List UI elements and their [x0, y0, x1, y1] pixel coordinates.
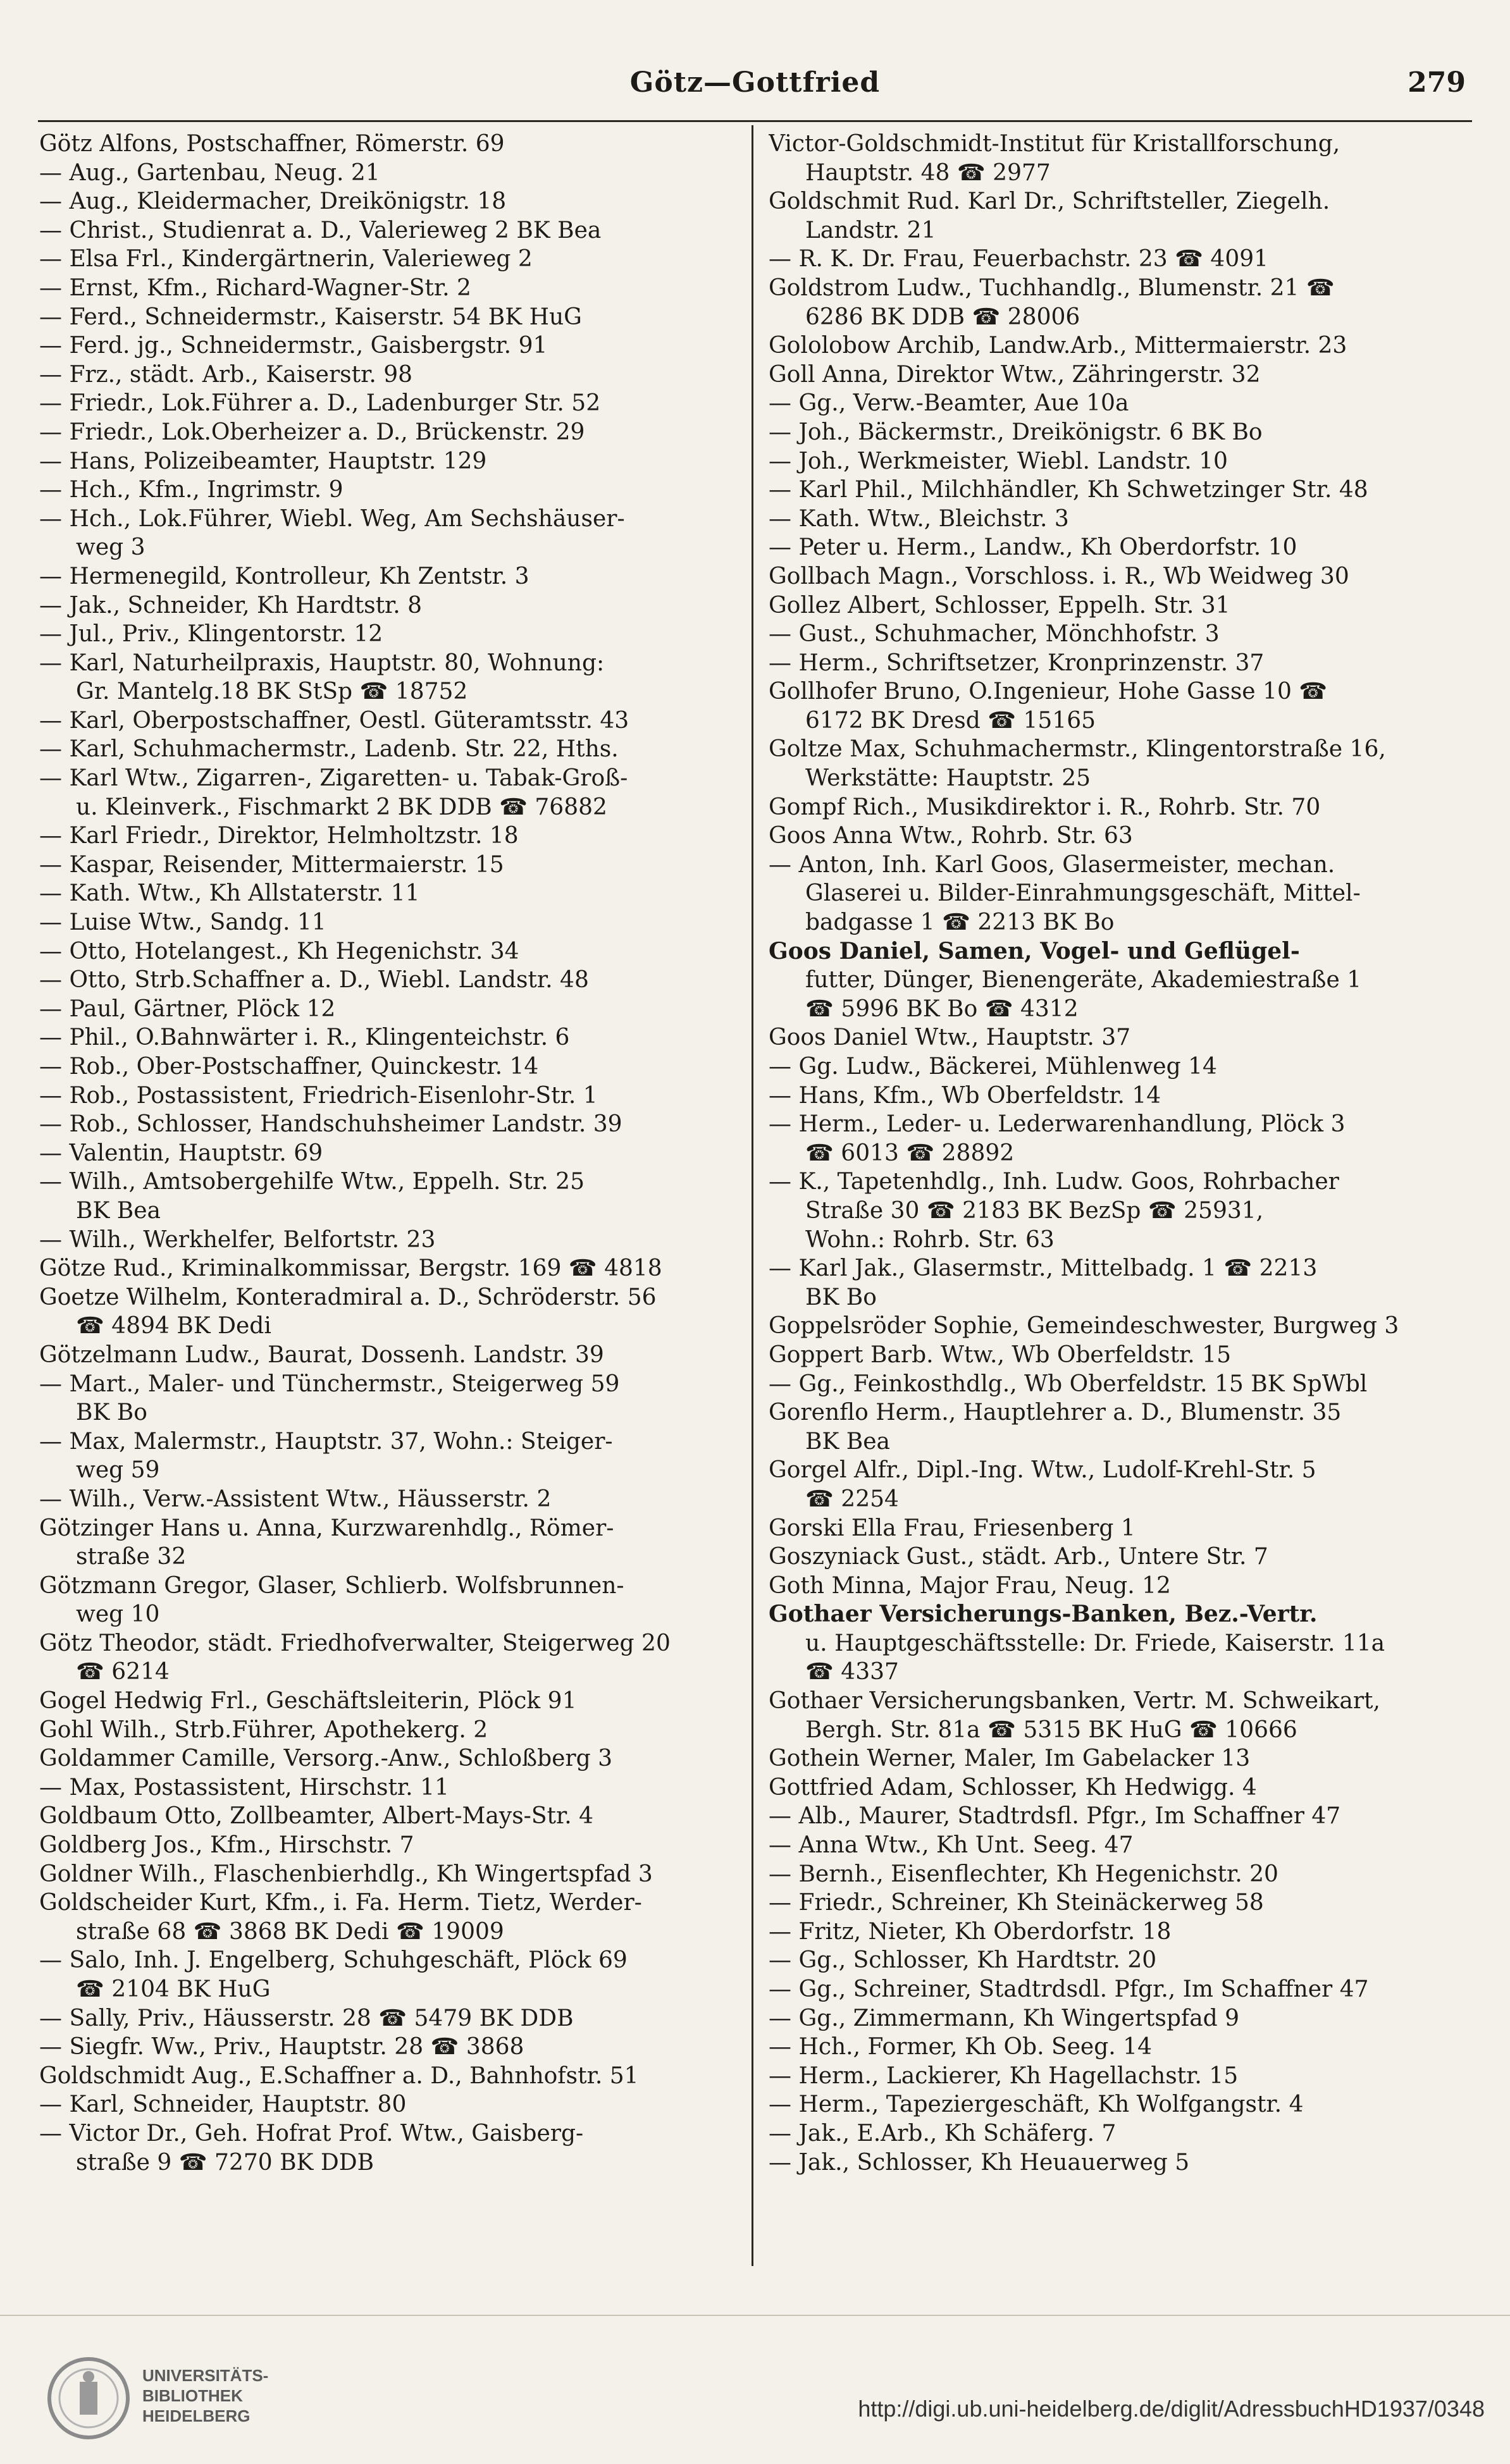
right-entry: — Gg., Verw.-Beamter, Aue 10a	[769, 390, 1129, 417]
left-entry: — Siegfr. Ww., Priv., Hauptstr. 28 ☎ 3868	[39, 2034, 524, 2061]
left-entry: — Valentin, Hauptstr. 69	[39, 1140, 323, 1166]
right-entry: BK Bo	[805, 1284, 877, 1310]
left-entry: — Salo, Inh. J. Engelberg, Schuhgeschäft, Plöck 69	[39, 1947, 628, 1974]
left-entry: BK Bo	[76, 1400, 147, 1426]
left-entry: — Ferd. jg., Schneidermstr., Gaisbergstr. 91	[39, 333, 548, 359]
left-entry: Goetze Wilhelm, Konteradmiral a. D., Schröderstr. 56	[39, 1284, 657, 1310]
right-entry: — Hans, Kfm., Wb Oberfeldstr. 14	[769, 1082, 1161, 1109]
left-entry: — Max, Postassistent, Hirschstr. 11	[39, 1774, 449, 1801]
left-entry: — Ernst, Kfm., Richard-Wagner-Str. 2	[39, 274, 471, 301]
right-column	[769, 130, 1471, 2177]
right-entry: Gothaer Versicherungsbanken, Vertr. M. Schweikart,	[769, 1688, 1380, 1715]
running-head: Götz—Gottfried	[629, 66, 881, 99]
right-entry: Goppert Barb. Wtw., Wb Oberfeldstr. 15	[769, 1341, 1231, 1368]
right-entry: Gorgel Alfr., Dipl.-Ing. Wtw., Ludolf-Krehl-Str. 5	[769, 1457, 1316, 1484]
right-entry: Goos Anna Wtw., Rohrb. Str. 63	[769, 823, 1133, 849]
header-rule	[38, 120, 1472, 122]
right-entry: BK Bea	[805, 1428, 891, 1455]
left-entry: — Friedr., Lok.Oberheizer a. D., Brückenstr. 29	[39, 419, 585, 445]
right-entry: — Anna Wtw., Kh Unt. Seeg. 47	[769, 1832, 1134, 1859]
right-entry: — Joh., Werkmeister, Wiebl. Landstr. 10	[769, 448, 1228, 474]
left-entry: weg 59	[76, 1457, 160, 1484]
left-entry: — Karl, Oberpostschaffner, Oestl. Güteramtsstr. 43	[39, 707, 629, 734]
left-entry: — Kath. Wtw., Kh Allstaterstr. 11	[39, 880, 420, 907]
right-entry: — K., Tapetenhdlg., Inh. Ludw. Goos, Rohrbacher	[769, 1169, 1339, 1195]
right-entry: — Gg., Schreiner, Stadtrdsdl. Pfgr., Im Schaffner 47	[769, 1976, 1369, 2002]
right-entry: — R. K. Dr. Frau, Feuerbachstr. 23 ☎ 4091	[769, 246, 1269, 273]
right-entry: Gorski Ella Frau, Friesenberg 1	[769, 1515, 1136, 1541]
right-entry: — Joh., Bäckermstr., Dreikönigstr. 6 BK Bo	[769, 419, 1263, 445]
left-entry: ☎ 2104 BK HuG	[76, 1976, 271, 2002]
left-entry: — Karl, Schneider, Hauptstr. 80	[39, 2091, 407, 2118]
left-entry: — Wilh., Verw.-Assistent Wtw., Häusserstr. 2	[39, 1486, 552, 1512]
right-entry: Werkstätte: Hauptstr. 25	[805, 765, 1091, 792]
left-entry: — Rob., Ober-Postschaffner, Quinckestr. 14	[39, 1054, 539, 1080]
right-entry: Gottfried Adam, Schlosser, Kh Hedwigg. 4	[769, 1774, 1257, 1801]
library-name	[142, 2365, 268, 2426]
left-entry: — Rob., Postassistent, Friedrich-Eisenlohr-Str. 1	[39, 1082, 598, 1109]
right-entry: Glaserei u. Bilder-Einrahmungsgeschäft, Mittel-	[805, 880, 1361, 907]
left-entry: — Aug., Gartenbau, Neug. 21	[39, 159, 380, 186]
library-line-1: UNIVERSITÄTS-	[142, 2366, 269, 2385]
left-entry: Goldberg Jos., Kfm., Hirschstr. 7	[39, 1832, 414, 1859]
right-entry: Gollez Albert, Schlosser, Eppelh. Str. 31	[769, 592, 1230, 619]
right-entry: — Alb., Maurer, Stadtrdsfl. Pfgr., Im Schaffner 47	[769, 1803, 1341, 1830]
right-entry: ☎ 6013 ☎ 28892	[805, 1140, 1015, 1166]
right-entry: 6172 BK Dresd ☎ 15165	[805, 707, 1096, 734]
left-entry: Götze Rud., Kriminalkommissar, Bergstr. 169 ☎ 4818	[39, 1255, 662, 1282]
left-entry: Gogel Hedwig Frl., Geschäftsleiterin, Plöck 91	[39, 1688, 577, 1715]
left-entry: — Hch., Lok.Führer, Wiebl. Weg, Am Sechshäuser-	[39, 505, 625, 532]
right-entry: — Fritz, Nieter, Kh Oberdorfstr. 18	[769, 1918, 1172, 1945]
left-entry: — Karl, Schuhmachermstr., Ladenb. Str. 22, Hths.	[39, 736, 619, 763]
right-entry: badgasse 1 ☎ 2213 BK Bo	[805, 909, 1115, 936]
right-entry: Gololobow Archib, Landw.Arb., Mittermaierstr. 23	[769, 333, 1347, 359]
library-line-3: HEIDELBERG	[142, 2406, 251, 2425]
right-entry: — Gust., Schuhmacher, Mönchhofstr. 3	[769, 621, 1220, 648]
left-entry: Goldammer Camille, Versorg.-Anw., Schloßberg 3	[39, 1746, 613, 1772]
left-entry: Gr. Mantelg.18 BK StSp ☎ 18752	[76, 679, 468, 705]
right-entry: Straße 30 ☎ 2183 BK BezSp ☎ 25931,	[805, 1197, 1264, 1224]
right-entry: Goos Daniel, Samen, Vogel- und Geflügel-	[769, 937, 1300, 964]
university-seal-icon	[44, 2354, 133, 2442]
left-entry: — Frz., städt. Arb., Kaiserstr. 98	[39, 361, 413, 388]
right-entry: Landstr. 21	[805, 217, 936, 243]
right-entry: Gorenflo Herm., Hauptlehrer a. D., Blumenstr. 35	[769, 1400, 1342, 1426]
right-entry: ☎ 2254	[805, 1486, 899, 1512]
left-entry: — Karl, Naturheilpraxis, Hauptstr. 80, Wohnung:	[39, 650, 605, 676]
source-url[interactable]: http://digi.ub.uni-heidelberg.de/diglit/AdressbuchHD1937/0348	[858, 2396, 1485, 2422]
right-entry: Goltze Max, Schuhmachermstr., Klingentorstraße 16,	[769, 736, 1386, 763]
left-entry: Götzmann Gregor, Glaser, Schlierb. Wolfsbrunnen-	[39, 1572, 624, 1599]
right-entry: Goth Minna, Major Frau, Neug. 12	[769, 1572, 1171, 1599]
left-entry: — Paul, Gärtner, Plöck 12	[39, 995, 336, 1022]
left-entry: — Mart., Maler- und Tünchermstr., Steigerweg 59	[39, 1371, 620, 1397]
right-entry: — Friedr., Schreiner, Kh Steinäckerweg 58	[769, 1890, 1264, 1916]
left-entry: — Karl Friedr., Direktor, Helmholtzstr. 18	[39, 823, 519, 849]
left-entry: — Sally, Priv., Häusserstr. 28 ☎ 5479 BK DDB	[39, 2005, 574, 2031]
right-entry: u. Hauptgeschäftsstelle: Dr. Friede, Kaiserstr. 11a	[805, 1630, 1385, 1656]
footer-rule	[0, 2315, 1510, 2316]
right-entry: — Gg., Zimmermann, Kh Wingertspfad 9	[769, 2005, 1240, 2031]
right-entry: — Bernh., Eisenflechter, Kh Hegenichstr. 20	[769, 1861, 1278, 1887]
right-entry: Bergh. Str. 81a ☎ 5315 BK HuG ☎ 10666	[805, 1716, 1297, 1743]
right-entry: — Herm., Schriftsetzer, Kronprinzenstr. 37	[769, 650, 1265, 676]
left-entry: u. Kleinverk., Fischmarkt 2 BK DDB ☎ 76882	[76, 794, 607, 820]
page-header	[44, 66, 1466, 111]
left-entry: — Aug., Kleidermacher, Dreikönigstr. 18	[39, 188, 507, 215]
right-entry: Goos Daniel Wtw., Hauptstr. 37	[769, 1025, 1131, 1051]
left-entry: — Friedr., Lok.Führer a. D., Ladenburger Str. 52	[39, 390, 601, 417]
right-entry: — Kath. Wtw., Bleichstr. 3	[769, 505, 1069, 532]
right-entry: Gompf Rich., Musikdirektor i. R., Rohrb. Str. 70	[769, 794, 1321, 820]
left-entry: Goldner Wilh., Flaschenbierhdlg., Kh Wingertspfad 3	[39, 1861, 653, 1887]
left-entry: — Hch., Kfm., Ingrimstr. 9	[39, 477, 343, 503]
right-entry: Goppelsröder Sophie, Gemeindeschwester, Burgweg 3	[769, 1313, 1399, 1340]
left-entry: — Wilh., Werkhelfer, Belfortstr. 23	[39, 1226, 436, 1253]
right-entry: Gollbach Magn., Vorschloss. i. R., Wb Weidweg 30	[769, 563, 1349, 589]
right-entry: 6286 BK DDB ☎ 28006	[805, 304, 1080, 330]
right-entry: Gothein Werner, Maler, Im Gabelacker 13	[769, 1746, 1251, 1772]
left-entry: — Jak., Schneider, Kh Hardtstr. 8	[39, 592, 423, 619]
left-entry: — Karl Wtw., Zigarren-, Zigaretten- u. Tabak-Groß-	[39, 765, 628, 792]
left-entry: ☎ 6214	[76, 1659, 170, 1685]
column-divider	[752, 125, 753, 2266]
left-entry: Götz Theodor, städt. Friedhofverwalter, Steigerweg 20	[39, 1630, 671, 1656]
right-entry: Goszyniack Gust., städt. Arb., Untere Str. 7	[769, 1544, 1268, 1570]
left-entry: — Elsa Frl., Kindergärtnerin, Valerieweg 2	[39, 246, 533, 273]
right-entry: — Peter u. Herm., Landw., Kh Oberdorfstr. 10	[769, 534, 1297, 561]
right-entry: ☎ 5996 BK Bo ☎ 4312	[805, 995, 1079, 1022]
right-entry: — Karl Phil., Milchhändler, Kh Schwetzinger Str. 48	[769, 477, 1368, 503]
left-entry: weg 10	[76, 1601, 160, 1628]
left-entry: Götzinger Hans u. Anna, Kurzwarenhdlg., Römer-	[39, 1515, 614, 1541]
left-entry: — Christ., Studienrat a. D., Valerieweg 2 BK Bea	[39, 217, 602, 243]
right-entry: — Herm., Leder- u. Lederwarenhandlung, Plöck 3	[769, 1111, 1346, 1138]
right-entry: Gollhofer Bruno, O.Ingenieur, Hohe Gasse 10 ☎	[769, 679, 1328, 705]
right-entry: ☎ 4337	[805, 1659, 899, 1685]
left-entry: ☎ 4894 BK Dedi	[76, 1313, 271, 1340]
left-entry: Goldschmidt Aug., E.Schaffner a. D., Bahnhofstr. 51	[39, 2062, 639, 2089]
right-entry: Wohn.: Rohrb. Str. 63	[805, 1226, 1055, 1253]
left-entry: — Luise Wtw., Sandg. 11	[39, 909, 326, 936]
left-entry: Goldscheider Kurt, Kfm., i. Fa. Herm. Tietz, Werder-	[39, 1890, 642, 1916]
right-entry: Goldschmit Rud. Karl Dr., Schriftsteller, Ziegelh.	[769, 188, 1330, 215]
right-entry: — Anton, Inh. Karl Goos, Glasermeister, mechan.	[769, 851, 1335, 878]
right-entry: — Herm., Tapeziergeschäft, Kh Wolfgangstr. 4	[769, 2091, 1304, 2118]
right-entry: — Gg., Schlosser, Kh Hardtstr. 20	[769, 1947, 1157, 1974]
left-column	[39, 130, 741, 2177]
right-entry: Gothaer Versicherungs-Banken, Bez.-Vertr.	[769, 1601, 1318, 1628]
left-entry: — Hermenegild, Kontrolleur, Kh Zentstr. 3	[39, 563, 529, 589]
left-entry: Götz Alfons, Postschaffner, Römerstr. 69	[39, 131, 505, 157]
left-entry: — Hans, Polizeibeamter, Hauptstr. 129	[39, 448, 487, 474]
left-entry: Gohl Wilh., Strb.Führer, Apothekerg. 2	[39, 1716, 488, 1743]
left-entry: BK Bea	[76, 1197, 161, 1224]
right-entry: — Gg. Ludw., Bäckerei, Mühlenweg 14	[769, 1054, 1217, 1080]
library-line-2: BIBLIOTHEK	[142, 2386, 243, 2405]
left-entry: — Kaspar, Reisender, Mittermaierstr. 15	[39, 851, 504, 878]
right-entry: Victor-Goldschmidt-Institut für Kristallforschung,	[769, 131, 1340, 157]
right-entry: — Gg., Feinkosthdlg., Wb Oberfeldstr. 15 BK SpWbl	[769, 1371, 1368, 1397]
right-entry: Goldstrom Ludw., Tuchhandlg., Blumenstr. 21 ☎	[769, 274, 1335, 301]
left-entry: — Otto, Hotelangest., Kh Hegenichstr. 34	[39, 938, 519, 964]
right-entry: — Herm., Lackierer, Kh Hagellachstr. 15	[769, 2062, 1239, 2089]
left-entry: — Rob., Schlosser, Handschuhsheimer Landstr. 39	[39, 1111, 622, 1138]
left-entry: straße 32	[76, 1544, 187, 1570]
left-entry: — Wilh., Amtsobergehilfe Wtw., Eppelh. Str. 25	[39, 1169, 585, 1195]
left-entry: — Ferd., Schneidermstr., Kaiserstr. 54 BK HuG	[39, 304, 582, 330]
left-entry: straße 68 ☎ 3868 BK Dedi ☎ 19009	[76, 1918, 504, 1945]
right-entry: — Hch., Former, Kh Ob. Seeg. 14	[769, 2034, 1152, 2061]
left-entry: weg 3	[76, 534, 145, 561]
left-entry: straße 9 ☎ 7270 BK DDB	[76, 2149, 374, 2176]
left-entry: Götzelmann Ludw., Baurat, Dossenh. Landstr. 39	[39, 1341, 604, 1368]
left-entry: — Phil., O.Bahnwärter i. R., Klingenteichstr. 6	[39, 1025, 570, 1051]
left-entry: — Otto, Strb.Schaffner a. D., Wiebl. Landstr. 48	[39, 967, 589, 994]
right-entry: — Jak., E.Arb., Kh Schäferg. 7	[769, 2120, 1117, 2147]
right-entry: Goll Anna, Direktor Wtw., Zähringerstr. 32	[769, 361, 1261, 388]
right-entry: — Karl Jak., Glasermstr., Mittelbadg. 1 ☎ 2213	[769, 1255, 1318, 1282]
left-entry: Goldbaum Otto, Zollbeamter, Albert-Mays-Str. 4	[39, 1803, 594, 1830]
right-entry: futter, Dünger, Bienengeräte, Akademiestraße 1	[805, 967, 1362, 994]
left-entry: — Max, Malermstr., Hauptstr. 37, Wohn.: Steiger-	[39, 1428, 613, 1455]
right-entry: — Jak., Schlosser, Kh Heuauerweg 5	[769, 2149, 1190, 2176]
left-entry: — Jul., Priv., Klingentorstr. 12	[39, 621, 383, 648]
right-entry: Hauptstr. 48 ☎ 2977	[805, 159, 1051, 186]
page-number: 279	[1408, 66, 1466, 99]
left-entry: — Victor Dr., Geh. Hofrat Prof. Wtw., Gaisberg-	[39, 2120, 584, 2147]
